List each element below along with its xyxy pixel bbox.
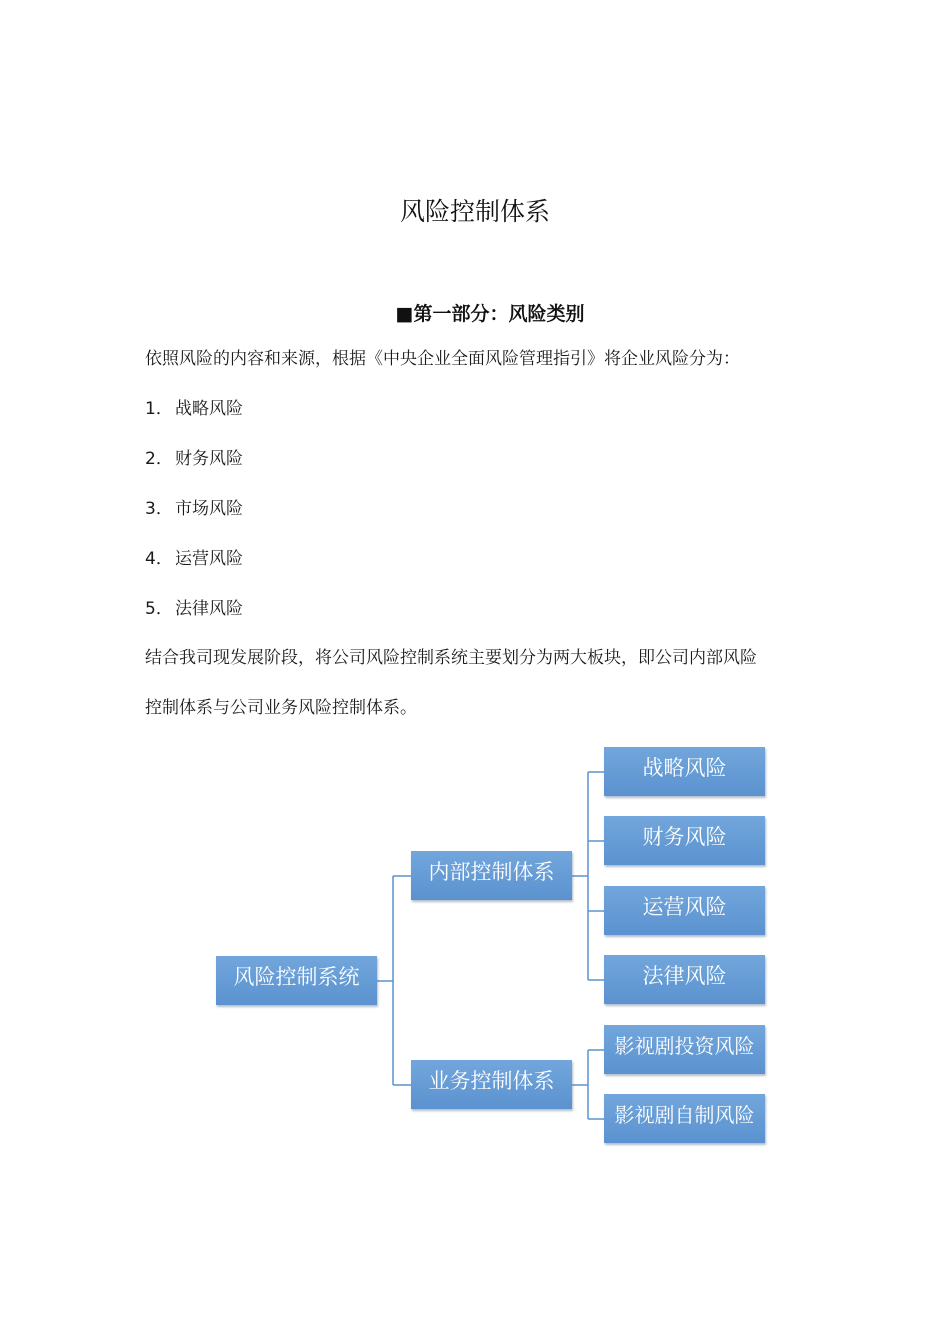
list-number: 4． <box>145 549 173 569</box>
document-title: 风险控制体系 <box>399 197 550 226</box>
list-number: 2． <box>145 449 173 469</box>
node-operation-risk: 运营风险 <box>604 886 765 935</box>
list-text: 战略风险 <box>175 399 243 419</box>
list-text: 法律风险 <box>175 599 243 619</box>
node-internal-control: 内部控制体系 <box>411 851 572 900</box>
list-text: 运营风险 <box>175 549 243 569</box>
list-number: 3． <box>145 499 173 519</box>
node-finance-risk: 财务风险 <box>604 816 765 865</box>
node-film-production-risk: 影视剧自制风险 <box>604 1094 765 1143</box>
list-number: 1． <box>145 399 173 419</box>
section-heading: ■第一部分：风险类别 <box>395 303 585 325</box>
node-business-control: 业务控制体系 <box>411 1060 572 1109</box>
summary-line-2: 控制体系与公司业务风险控制体系。 <box>145 698 417 718</box>
list-number: 5． <box>145 599 173 619</box>
node-root: 风险控制系统 <box>216 956 377 1005</box>
intro-paragraph: 依照风险的内容和来源，根据《中央企业全面风险管理指引》将企业风险分为： <box>145 349 740 369</box>
node-film-investment-risk: 影视剧投资风险 <box>604 1025 765 1074</box>
node-legal-risk: 法律风险 <box>604 955 765 1004</box>
list-text: 市场风险 <box>175 499 243 519</box>
summary-line-1: 结合我司现发展阶段，将公司风险控制系统主要划分为两大板块，即公司内部风险 <box>145 648 757 668</box>
node-strategy-risk: 战略风险 <box>604 747 765 796</box>
list-text: 财务风险 <box>175 449 243 469</box>
